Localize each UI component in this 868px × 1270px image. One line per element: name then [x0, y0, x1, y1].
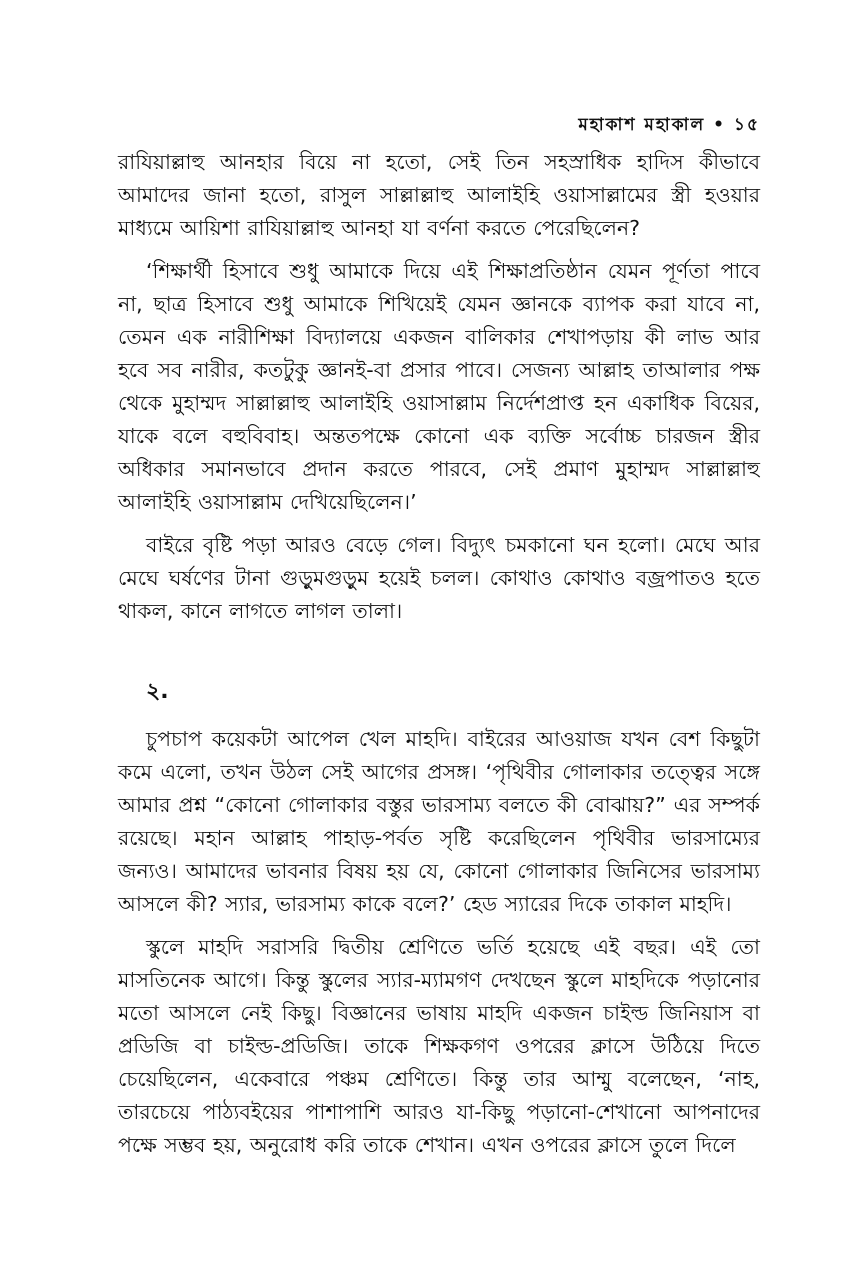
book-page	[118, 112, 760, 1162]
paragraph-1: রাযিয়াল্লাহু আনহার বিয়ে না হতো, সেই তিন সহস্রাধিক হাদিস কীভাবে আমাদের জানা হতো, রাসুল সাল্লাল্লাহু আলাইহি ওয়াসাল্লামের স্ত্রী হওয়ার মাধ্যমে আয়িশা রাযিয়াল্লাহু আনহা যা বর্ণনা করতে পেরেছিলেন?	[118, 150, 760, 240]
paragraph-3: বাইরে বৃষ্টি পড়া আরও বেড়ে গেল। বিদ্যুৎ চমকানো ঘন হলো। মেঘে আর মেঘে ঘর্ষণের টানা গুড়ুমগুড়ুম হয়েই চলল। কোথাও কোথাও বজ্রপাতও হতে থাকল, কানে লাগতে লাগল তালা।	[118, 533, 760, 623]
paragraph-2: ‘শিক্ষার্থী হিসাবে শুধু আমাকে দিয়ে এই শিক্ষাপ্রতিষ্ঠান যেমন পূর্ণতা পাবে না, ছাত্র হিসাবে শুধু আমাকে শিখিয়েই যেমন জ্ঞানকে ব্যাপক করা যাবে না, তেমন এক নারীশিক্ষা বিদ্যালয়ে একজন বালিকার শেখাপড়ায় কী লাভ আর হবে সব নারীর, কতটুকু জ্ঞানই-বা প্রসার পাবে। সেজন্য আল্লাহ তাআলার পক্ষ থেকে মুহাম্মদ সাল্লাল্লাহু আলাইহি ওয়াসাল্লাম নির্দেশপ্রাপ্ত হন একাধিক বিয়ের, যাকে বলে বহুবিবাহ। অন্ততপক্ষে কোনো এক ব্যক্তি সর্বোচ্চ চারজন স্ত্রীর অধিকার সমানভাবে প্রদান করতে পারবে, সেই প্রমাণ মুহাম্মদ সাল্লাল্লাহু আলাইহি ওয়াসাল্লাম দেখিয়েছিলেন।’	[118, 259, 760, 514]
running-header: মহাকাশ মহাকাল • ১৫	[578, 115, 760, 135]
section-paragraph-1: চুপচাপ কয়েকটা আপেল খেল মাহদি। বাইরের আওয়াজ যখন বেশ কিছুটা কমে এলো, তখন উঠল সেই আগের প্রসঙ্গ। ‘পৃথিবীর গোলাকার তত্ত্বের সঙ্গে আমার প্রশ্ন “কোনো গোলাকার বস্তুর ভারসাম্য বলতে কী বোঝায়?” এর সম্পর্ক রয়েছে। মহান আল্লাহ পাহাড়-পর্বত সৃষ্টি করেছিলেন পৃথিবীর ভারসাম্যের জন্যও। আমাদের ভাবনার বিষয় হয় যে, কোনো গোলাকার জিনিসের ভারসাম্য আসলে কী? স্যার, ভারসাম্য কাকে বলে?’ হেড স্যারের দিকে তাকাল মাহদি।	[118, 727, 760, 916]
section-number: ২.	[146, 679, 169, 704]
section-paragraph-2: স্কুলে মাহদি সরাসরি দ্বিতীয় শ্রেণিতে ভর্তি হয়েছে এই বছর। এই তো মাসতিনেক আগে। কিন্তু স্কুলের স্যার-ম্যামগণ দেখছেন স্কুলে মাহদিকে পড়ানোর মতো আসলে নেই কিছু। বিজ্ঞানের ভাষায় মাহদি একজন চাইল্ড জিনিয়াস বা প্রডিজি বা চাইল্ড-প্রডিজি। তাকে শিক্ষকগণ ওপরের ক্লাসে উঠিয়ে দিতে চেয়েছিলেন, একেবারে পঞ্চম শ্রেণিতে। কিন্তু তার আম্মু বলেছেন, ‘নাহ, তারচেয়ে পাঠ্যবইয়ের পাশাপাশি আরও যা-কিছু পড়ানো-শেখানো আপনাদের পক্ষে সম্ভব হয়, অনুরোধ করি তাকে শেখান। এখন ওপরের ক্লাসে তুলে দিলে	[118, 935, 760, 1157]
